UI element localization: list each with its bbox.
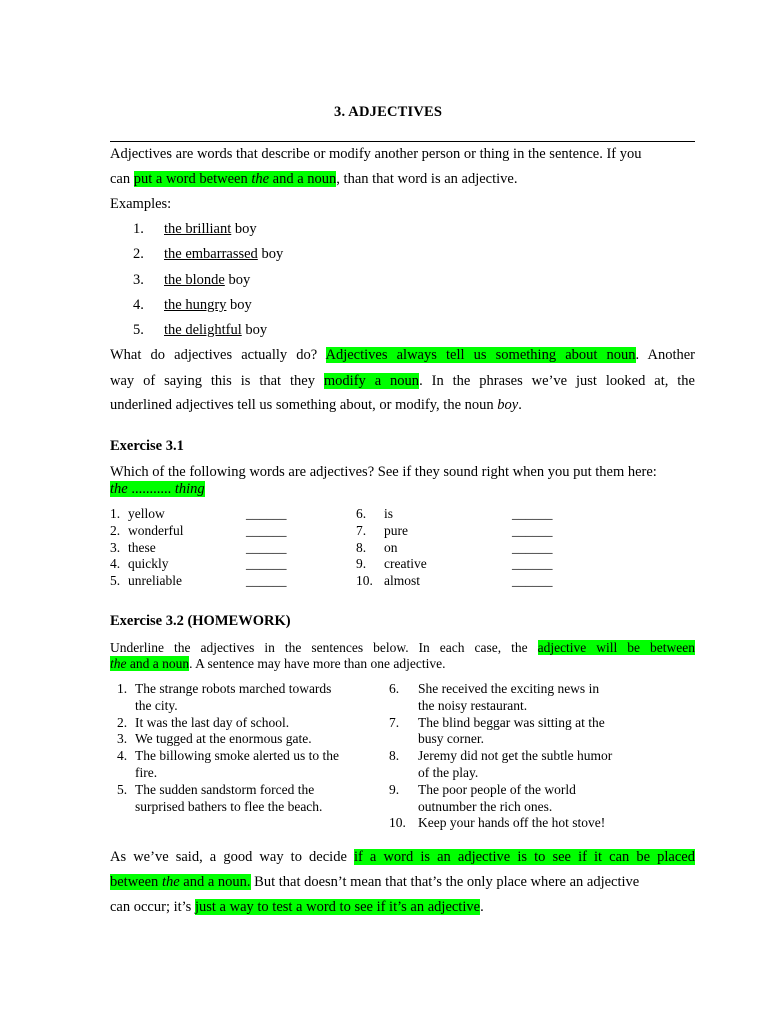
body-text: Underline the adjectives in the sentences below. In each case, the — [110, 640, 538, 655]
sentence-line: She received the exciting news in — [418, 681, 600, 696]
highlight — [110, 656, 189, 671]
answer-blank: ______ — [512, 573, 553, 589]
exercise-item-number: 6. — [356, 506, 367, 521]
highlight-text: and a noun — [269, 171, 337, 187]
exercise-3-2-heading: Exercise 3.2 (HOMEWORK) — [110, 613, 291, 629]
exercise-3-1-pattern — [110, 481, 205, 498]
highlight-text: put a word between — [133, 171, 252, 187]
exercise-item-word: almost — [384, 573, 420, 589]
italic-word: boy — [497, 397, 519, 413]
body-text: way of saying this is that they — [110, 373, 324, 389]
sentence-number: 6. — [389, 681, 400, 696]
example-rest: boy — [231, 221, 257, 237]
answer-blank: ______ — [246, 539, 287, 555]
highlight-italic: the — [251, 171, 270, 187]
sentence-line: surprised bathers to flee the beach. — [135, 798, 323, 814]
highlight — [110, 874, 251, 890]
exercise-3-1-heading: Exercise 3.1 — [110, 438, 184, 454]
example-item — [164, 272, 250, 289]
answer-blank: ______ — [512, 539, 553, 555]
closing-line-3 — [110, 899, 484, 916]
sentence-line: The sudden sandstorm forced the — [135, 781, 315, 797]
exercise-item-word: yellow — [128, 506, 165, 521]
title-rule — [110, 141, 695, 142]
example-rest: boy — [224, 271, 251, 288]
sentence-number: 1. — [117, 681, 128, 696]
sentence-line: of the play. — [418, 765, 479, 780]
body-text: But that doesn’t mean that that’s the only place where an adjective — [250, 874, 640, 890]
highlight — [110, 481, 205, 497]
what-do-line-1 — [110, 347, 695, 364]
body-text: can occur; it’s — [110, 899, 195, 915]
body-text: . In the phrases we’ve just looked at, the — [419, 373, 695, 389]
sentence-line: outnumber the rich ones. — [418, 798, 553, 814]
body-text: . — [480, 899, 484, 915]
example-underlined: the brilliant — [164, 221, 232, 237]
exercise-item-number: 7. — [356, 522, 367, 538]
example-number: 3. — [133, 271, 144, 288]
exercise-item-number: 1. — [110, 506, 121, 521]
highlight: just a way to test a word to see if it’s an adjective — [194, 899, 481, 915]
intro-line-1: Adjectives are words that describe or modify another person or thing in the sentence. If you — [110, 146, 642, 162]
sentence-line: The strange robots marched towards — [135, 681, 332, 696]
example-rest: boy — [241, 322, 268, 339]
highlight: adjective will be between — [537, 640, 695, 655]
exercise-item-number: 8. — [356, 539, 367, 555]
example-rest: boy — [226, 296, 252, 313]
sentence-number: 4. — [117, 748, 128, 764]
answer-blank: ______ — [246, 573, 287, 589]
example-underlined: the hungry — [164, 296, 227, 313]
exercise-item-word: unreliable — [128, 573, 182, 589]
highlight: Adjectives always tell us something about noun — [325, 347, 636, 363]
page-title: 3. ADJECTIVES — [334, 104, 443, 120]
sentence-line: the city. — [135, 697, 178, 713]
highlight-text: and a noun. — [179, 874, 251, 890]
example-underlined: the blonde — [164, 271, 225, 288]
pattern-thing: thing — [174, 481, 205, 497]
exercise-item-word: creative — [384, 556, 427, 572]
example-number: 4. — [133, 296, 144, 313]
example-rest: boy — [257, 246, 284, 263]
exercise-3-2-line-1 — [110, 640, 695, 656]
answer-blank: ______ — [246, 522, 287, 538]
sentence-number: 9. — [389, 781, 400, 797]
sentence-number: 2. — [117, 714, 128, 730]
highlight: if a word is an adjective is to see if it can be placed — [353, 849, 695, 865]
body-text: . Another — [635, 347, 695, 363]
intro-text: can — [110, 171, 134, 187]
example-underlined: the delightful — [164, 322, 242, 339]
sentence-line: busy corner. — [418, 731, 484, 747]
body-text: . — [518, 397, 522, 413]
sentence-number: 7. — [389, 714, 400, 730]
example-item — [164, 297, 252, 314]
sentence-number: 8. — [389, 748, 400, 764]
exercise-3-1-instructions: Which of the following words are adjectives? See if they sound right when you put them here: — [110, 464, 657, 480]
exercise-item-number: 3. — [110, 539, 121, 555]
example-number: 2. — [133, 246, 144, 263]
sentence-number: 5. — [117, 781, 128, 797]
exercise-item-number: 10. — [356, 573, 373, 589]
sentence-line: It was the last day of school. — [135, 714, 290, 730]
sentence-line: The blind beggar was sitting at the — [418, 714, 605, 730]
answer-blank: ______ — [246, 556, 287, 572]
sentence-line: The billowing smoke alerted us to the — [135, 748, 339, 764]
highlight-text: and a noun — [126, 656, 190, 671]
answer-blank: ______ — [512, 506, 553, 521]
closing-line-2 — [110, 874, 639, 891]
sentence-line: Jeremy did not get the subtle humor — [418, 748, 613, 764]
answer-blank: ______ — [246, 506, 287, 521]
example-item — [164, 221, 257, 238]
exercise-3-2-line-2 — [110, 656, 446, 672]
body-text: As we’ve said, a good way to decide — [110, 849, 354, 865]
examples-label: Examples: — [110, 196, 172, 212]
exercise-item-number: 5. — [110, 573, 121, 589]
exercise-item-number: 4. — [110, 556, 121, 572]
intro-line-2 — [110, 171, 518, 188]
answer-blank: ______ — [512, 522, 553, 538]
sentence-line: Keep your hands off the hot stove! — [418, 815, 606, 831]
sentence-line: fire. — [135, 765, 158, 780]
exercise-item-word: quickly — [128, 556, 169, 572]
sentence-line: the noisy restaurant. — [418, 697, 528, 713]
exercise-item-number: 9. — [356, 556, 367, 572]
body-text: underlined adjectives tell us something about, or modify, the noun — [110, 397, 498, 413]
sentence-line: We tugged at the enormous gate. — [135, 731, 312, 747]
pattern-dots: ........... — [127, 481, 175, 497]
exercise-item-word: these — [128, 539, 156, 555]
sentence-number: 10. — [389, 815, 406, 831]
sentence-line: The poor people of the world — [418, 781, 576, 797]
body-text: What do adjectives actually do? — [110, 347, 326, 363]
highlight-text: between — [110, 874, 162, 890]
body-text: . A sentence may have more than one adjective. — [189, 656, 446, 671]
example-number: 1. — [133, 221, 144, 237]
example-number: 5. — [133, 322, 144, 339]
exercise-item-word: on — [384, 539, 398, 555]
what-do-line-3 — [110, 397, 522, 414]
example-underlined: the embarrassed — [164, 246, 258, 263]
highlight-italic: the — [110, 656, 127, 671]
answer-blank: ______ — [512, 556, 553, 572]
example-item — [164, 246, 283, 263]
sentence-number: 3. — [117, 731, 128, 747]
pattern-the: the — [110, 481, 128, 497]
what-do-line-2 — [110, 373, 695, 390]
exercise-item-number: 2. — [110, 522, 121, 538]
highlight: modify a noun — [323, 373, 420, 389]
highlight-italic: the — [161, 874, 180, 890]
exercise-item-word: pure — [384, 522, 408, 538]
example-item — [164, 322, 267, 339]
exercise-item-word: is — [384, 506, 394, 521]
intro-text: , than that word is an adjective. — [336, 171, 518, 187]
highlight — [134, 171, 337, 187]
closing-line-1 — [110, 849, 695, 866]
exercise-item-word: wonderful — [128, 522, 184, 538]
